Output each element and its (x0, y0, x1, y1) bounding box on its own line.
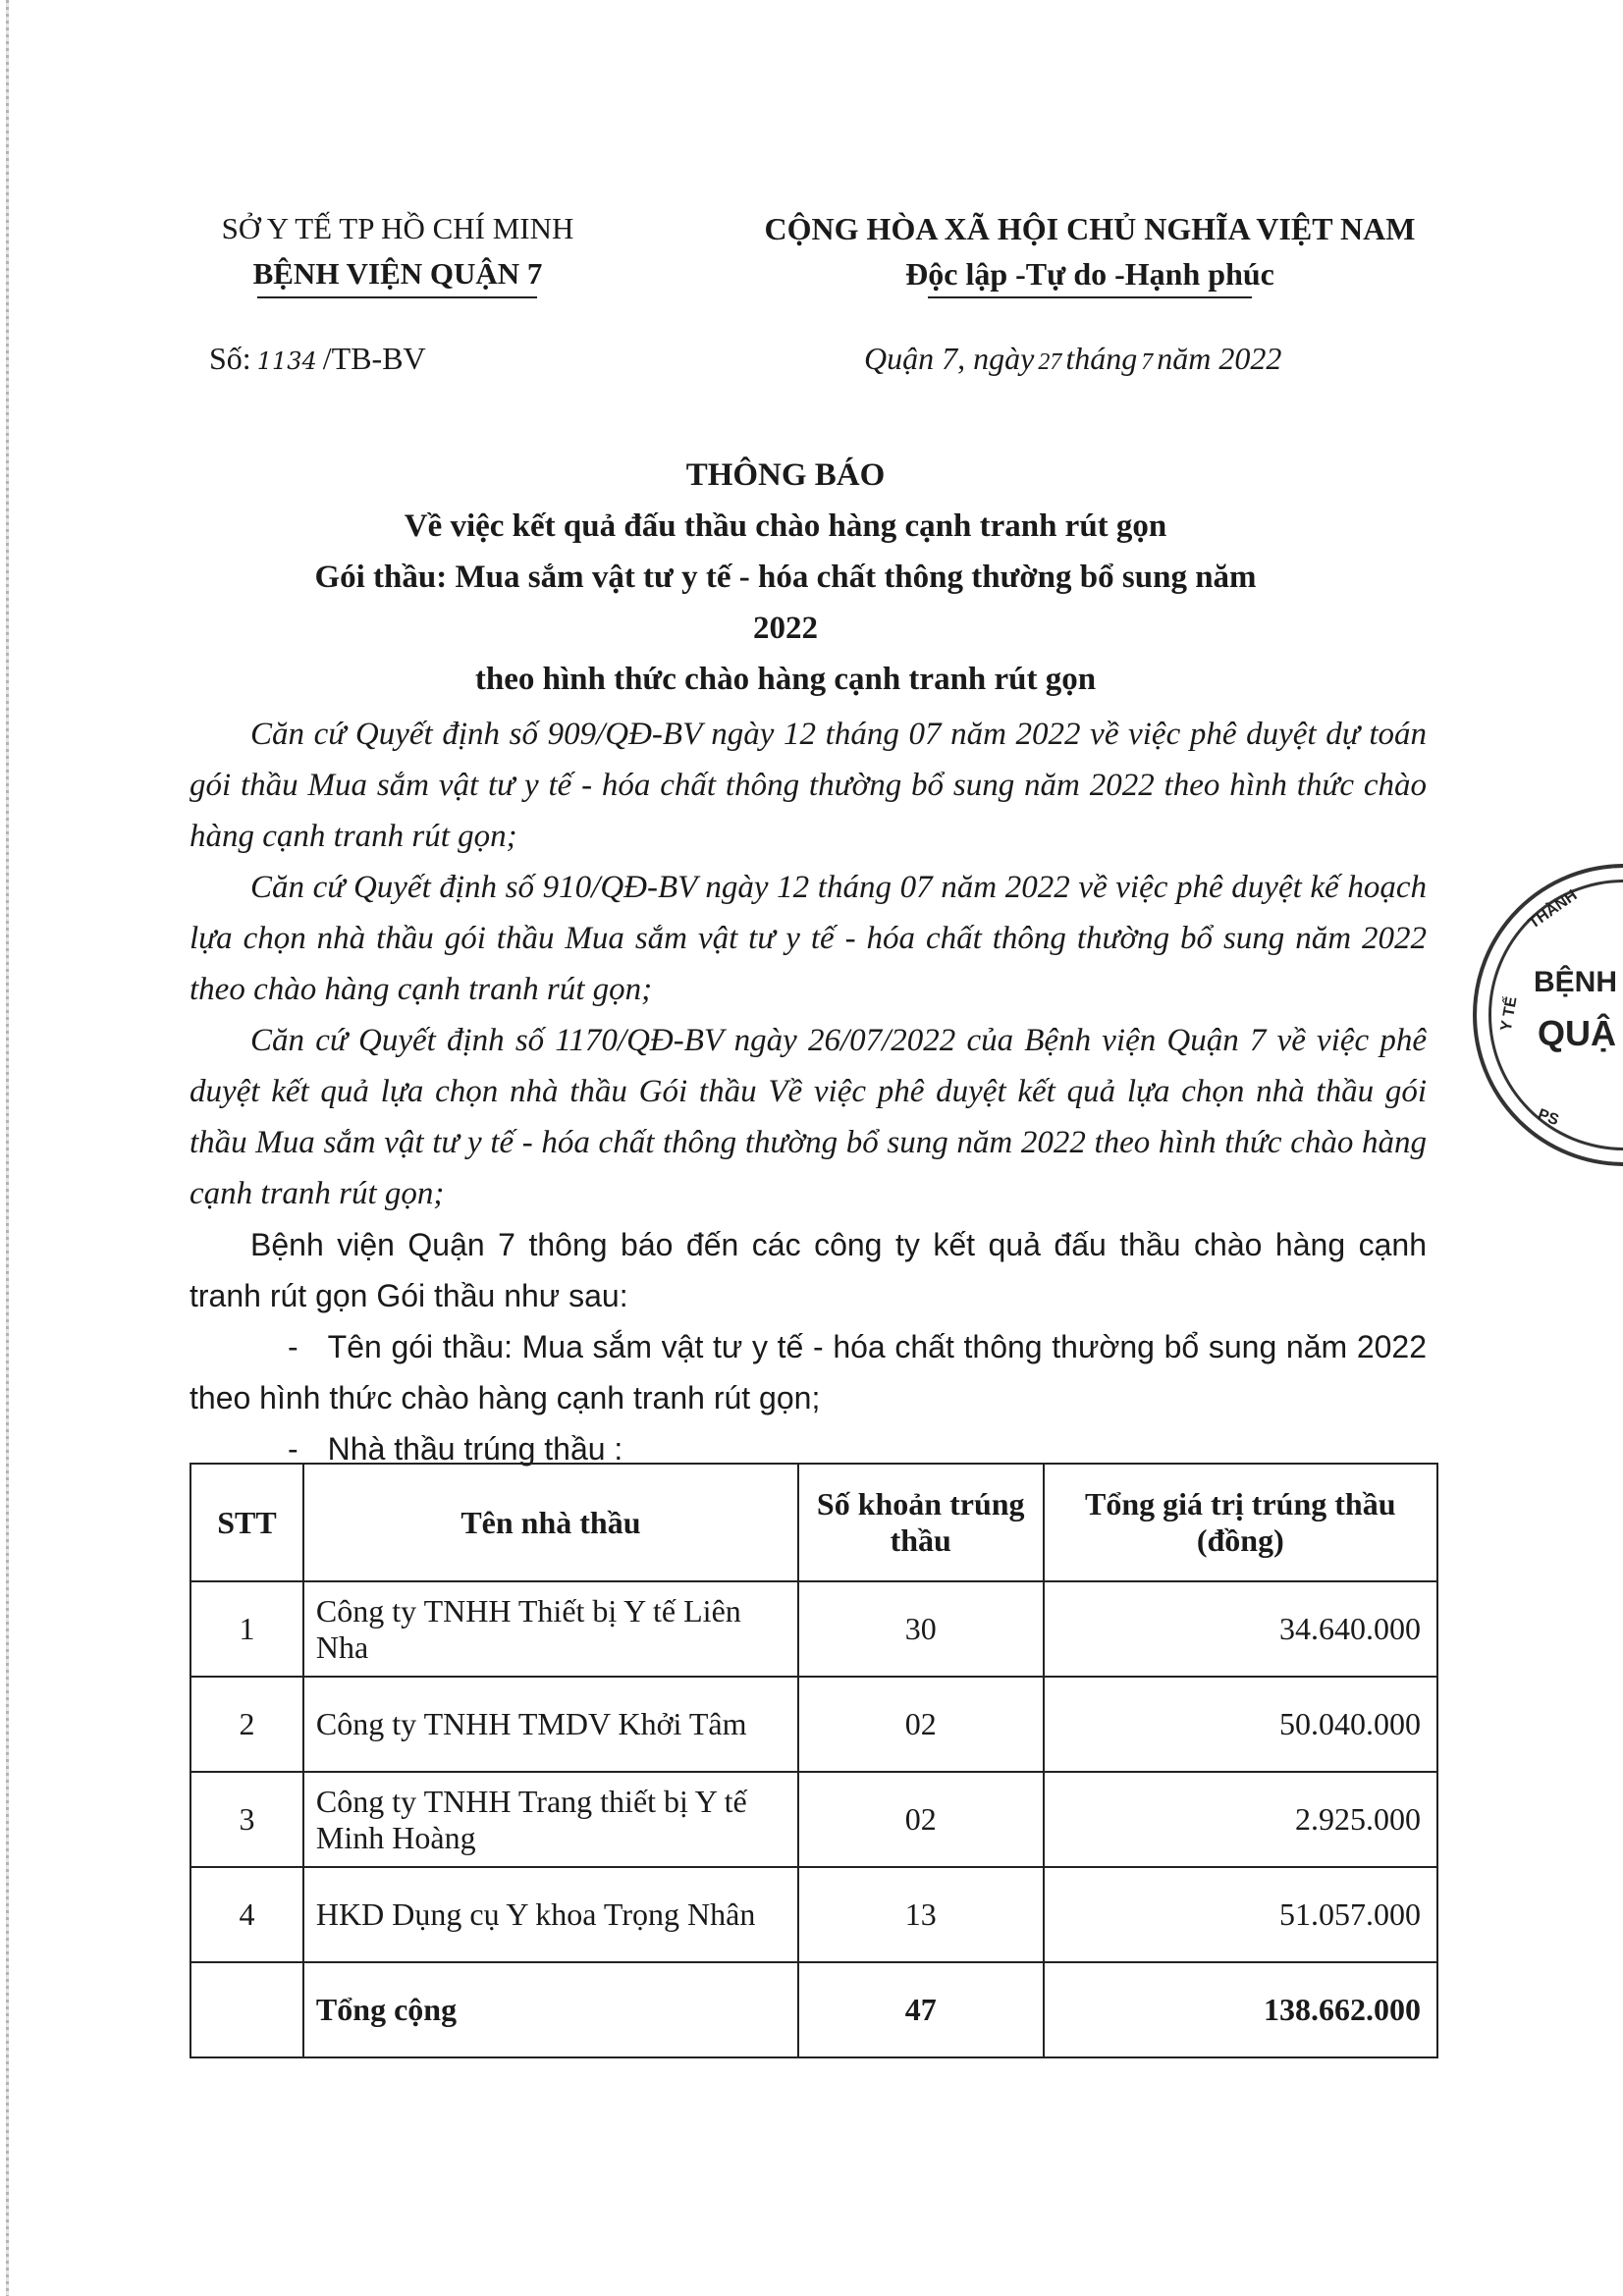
national-name: CỘNG HÒA XÃ HỘI CHỦ NGHĨA VIỆT NAM (764, 211, 1416, 246)
table-row (190, 1867, 1437, 1962)
cell-contractor: Công ty TNHH TMDV Khởi Tâm (303, 1677, 798, 1772)
date-line (864, 341, 1281, 377)
date-day: 27 (1038, 349, 1062, 375)
cell-stt-empty (190, 1962, 303, 2057)
doc-number-prefix: Số: (209, 341, 251, 376)
cell-items: 02 (798, 1677, 1044, 1772)
col-header-items: Số khoản trúng thầu (798, 1464, 1044, 1581)
document-number (209, 341, 426, 377)
total-items: 47 (798, 1962, 1044, 2057)
seal-text-thanh: THÀNH (1525, 886, 1581, 933)
bullet-package-name (189, 1321, 1427, 1423)
date-month-label: tháng (1065, 341, 1138, 376)
cell-stt: 1 (190, 1581, 303, 1677)
doc-number-handwritten: 1134 (256, 347, 317, 375)
notice-subject-3: theo hình thức chào hàng cạnh tranh rút gọn (474, 662, 1097, 697)
basis-paragraph-3: Căn cứ Quyết định số 1170/QĐ-BV ngày 26/07/2022 của Bệnh viện Quận 7 về việc phê duyệt kết quả lựa chọn nhà thầu Gói thầu Về việc phê duyệt kết quả lựa chọn nhà thầu gói thầu Mua sắm vật tư y tế - hóa chất thông thường bổ sung năm 2022 theo hình thức chào hàng cạnh tranh rút gọn; (189, 1023, 1427, 1211)
table-header-row (190, 1464, 1437, 1581)
cell-items: 02 (798, 1772, 1044, 1867)
total-value: 138.662.000 (1044, 1962, 1437, 2057)
cell-value: 2.925.000 (1044, 1772, 1437, 1867)
notice-subject-2: Gói thầu: Mua sắm vật tư y tế - hóa chất thông thường bổ sung năm 2022 (314, 560, 1257, 646)
cell-items: 30 (798, 1581, 1044, 1677)
notice-subject-1: Về việc kết quả đấu thầu chào hàng cạnh tranh rút gọn (404, 508, 1167, 544)
cell-value: 34.640.000 (1044, 1581, 1437, 1677)
date-month: 7 (1141, 349, 1154, 375)
cell-value: 50.040.000 (1044, 1677, 1437, 1772)
basis-paragraph-2: Căn cứ Quyết định số 910/QĐ-BV ngày 12 tháng 07 năm 2022 về việc phê duyệt kế hoạch lựa chọn nhà thầu gói thầu Mua sắm vật tư y tế - hóa chất thông thường bổ sung năm 2022 theo chào hàng cạnh tranh rút gọn; (189, 870, 1427, 1007)
issuer-hospital: BỆNH VIỆN QUẬN 7 (252, 256, 543, 291)
col-header-stt: STT (190, 1464, 303, 1581)
winners-table (189, 1463, 1438, 2058)
national-motto: Độc lập -Tự do -Hạnh phúc (905, 256, 1274, 292)
table-row (190, 1677, 1437, 1772)
notice-heading: THÔNG BÁO (685, 457, 886, 493)
seal-text-yte: Y TẾ (1497, 995, 1521, 1033)
national-motto-block (687, 206, 1492, 296)
bullet-package-text: Tên gói thầu: Mua sắm vật tư y tế - hóa chất thông thường bổ sung năm 2022 theo hình thức chào hàng cạnh tranh rút gọn; (189, 1329, 1427, 1415)
cell-value: 51.057.000 (1044, 1867, 1437, 1962)
date-place: Quận 7, ngày (864, 341, 1035, 376)
total-label: Tổng cộng (303, 1962, 798, 2057)
cell-stt: 4 (190, 1867, 303, 1962)
bullet-winners-text: Nhà thầu trúng thầu : (327, 1431, 623, 1467)
doc-number-suffix: /TB-BV (322, 341, 426, 376)
table-row (190, 1772, 1437, 1867)
basis-paragraph-1: Căn cứ Quyết định số 909/QĐ-BV ngày 12 tháng 07 năm 2022 về việc phê duyệt dự toán gói thầu Mua sắm vật tư y tế - hóa chất thông thường bổ sung năm 2022 theo hình thức chào hàng cạnh tranh rút gọn; (189, 717, 1427, 854)
seal-text-ps: PS (1535, 1105, 1561, 1130)
cell-contractor: HKD Dụng cụ Y khoa Trọng Nhân (303, 1867, 798, 1962)
cell-items: 13 (798, 1867, 1044, 1962)
seal-text-quan: QUẬ (1538, 1013, 1616, 1053)
motto-underline (928, 296, 1252, 298)
official-seal (1473, 864, 1623, 1166)
announcement-paragraph: Bệnh viện Quận 7 thông báo đến các công ty kết quả đấu thầu chào hàng cạnh tranh rút gọn Gói thầu như sau: (189, 1227, 1427, 1313)
cell-stt: 2 (190, 1677, 303, 1772)
date-year: năm 2022 (1157, 341, 1282, 376)
scan-edge (6, 0, 9, 2296)
col-header-contractor: Tên nhà thầu (303, 1464, 798, 1581)
issuer-block (167, 206, 628, 296)
notice-title (295, 450, 1276, 705)
cell-contractor: Công ty TNHH Trang thiết bị Y tế Minh Hoàng (303, 1772, 798, 1867)
seal-text-benh: BỆNH (1534, 966, 1618, 998)
col-header-value: Tổng giá trị trúng thầu (đồng) (1044, 1464, 1437, 1581)
cell-contractor: Công ty TNHH Thiết bị Y tế Liên Nha (303, 1581, 798, 1677)
issuer-underline (257, 296, 537, 298)
cell-stt: 3 (190, 1772, 303, 1867)
bullet-dash-1: - (288, 1329, 298, 1364)
bullet-dash-2: - (288, 1431, 298, 1467)
table-total-row (190, 1962, 1437, 2057)
table-row (190, 1581, 1437, 1677)
issuer-department: SỞ Y TẾ TP HỒ CHÍ MINH (221, 211, 574, 245)
